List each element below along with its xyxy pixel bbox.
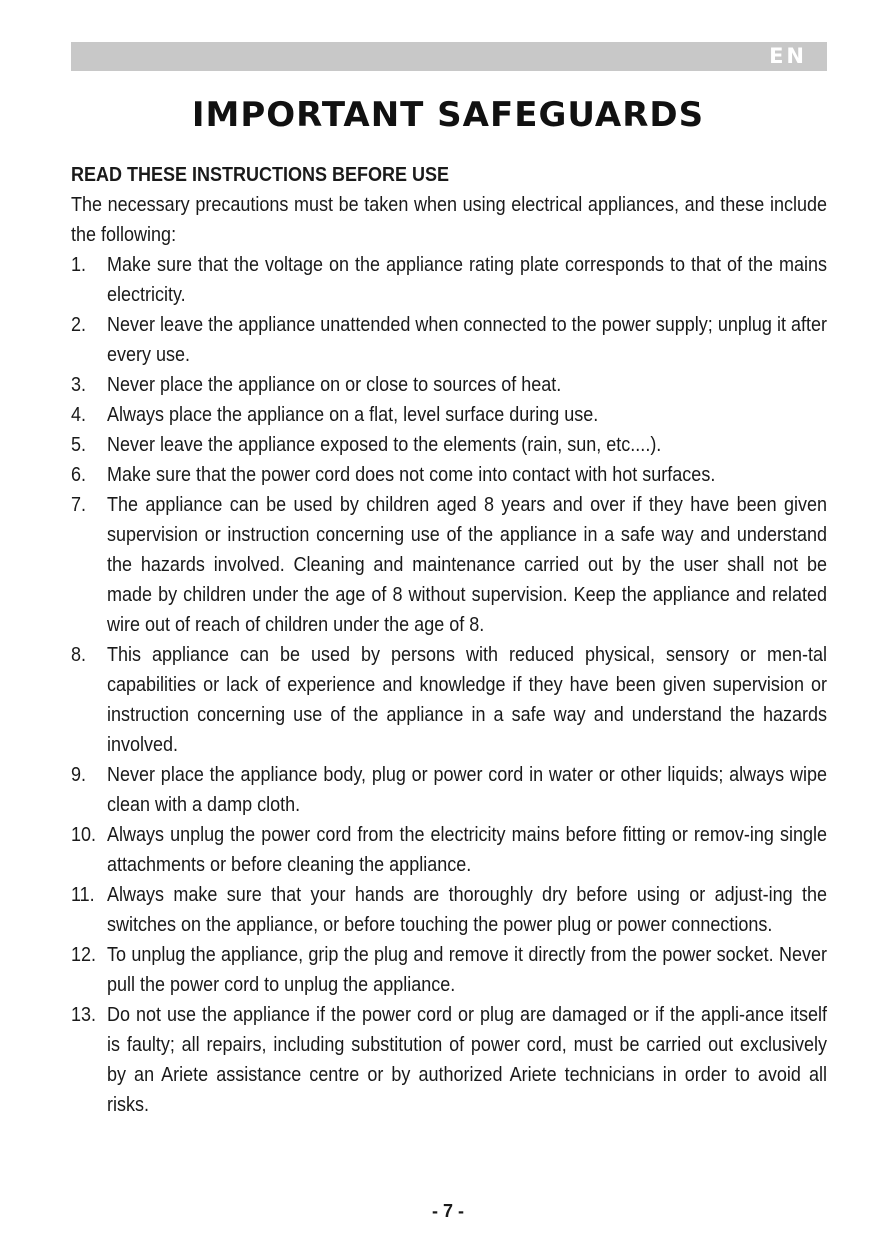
item-text: Always unplug the power cord from the electricity mains before fitting or remov-ing single attachments or before cleaning the appliance. [107,824,827,876]
language-bar [71,42,827,71]
item-text: Never leave the appliance unattended when connected to the power supply; unplug it after every use. [107,314,827,366]
list-item [71,370,827,400]
item-number: 2. [71,314,87,336]
item-number: 13. [71,1004,97,1026]
item-number: 3. [71,374,87,396]
item-number: 4. [71,404,87,426]
item-text: Make sure that the power cord does not come into contact with hot surfaces. [107,464,716,486]
list-item [71,400,827,430]
safeguards-list [71,250,827,1120]
item-text: Never place the appliance on or close to sources of heat. [107,374,562,396]
page-title: IMPORTANT SAFEGUARDS [191,95,705,135]
item-number: 12. [71,944,97,966]
section-subheading: READ THESE INSTRUCTIONS BEFORE USE [71,164,450,186]
item-text: The appliance can be used by children aged 8 years and over if they have been given supervision or instruction concerning use of the appliance in a safe way and understand the hazards involved. Cleaning and maintenance carried out by the user shall not be made by children under the age of 8 without supervision. Keep the appliance and related wire out of reach of children under the age of 8. [107,494,827,636]
list-item [71,640,827,760]
item-number: 5. [71,434,87,456]
item-number: 1. [71,254,87,276]
list-item [71,460,827,490]
list-item [71,1000,827,1120]
item-text: Make sure that the voltage on the appliance rating plate corresponds to that of the mains electricity. [107,254,827,306]
list-item [71,250,827,310]
item-text: This appliance can be used by persons with reduced physical, sensory or men-tal capabilities or lack of experience and knowledge if they have been given supervision or instruction concerning use of the appliance in a safe way and understand the hazards involved. [107,644,827,756]
list-item [71,820,827,880]
item-number: 6. [71,464,87,486]
intro-paragraph: The necessary precautions must be taken when using electrical appliances, and these include the following: [71,194,827,246]
item-number: 11. [71,884,95,906]
list-item [71,310,827,370]
item-text: Never leave the appliance exposed to the elements (rain, sun, etc....). [107,434,662,456]
item-number: 10. [71,824,97,846]
item-number: 7. [71,494,87,516]
list-item [71,430,827,460]
list-item [71,940,827,1000]
language-code: EN [769,44,807,68]
item-text: Always place the appliance on a flat, level surface during use. [107,404,599,426]
list-item [71,490,827,640]
item-number: 8. [71,644,87,666]
list-item [71,760,827,820]
document-body [71,160,827,1120]
item-text: To unplug the appliance, grip the plug and remove it directly from the power socket. Never pull the power cord to unplug the appliance. [107,944,827,996]
item-text: Do not use the appliance if the power cord or plug are damaged or if the appli-ance itself is faulty; all repairs, including substitution of power cord, must be carried out exclusively by an Ariete assistance centre or by authorized Ariete technicians in order to avoid all risks. [107,1004,827,1116]
item-number: 9. [71,764,87,786]
item-text: Never place the appliance body, plug or power cord in water or other liquids; always wipe clean with a damp cloth. [107,764,827,816]
list-item [71,880,827,940]
page-number: - 7 - [431,1201,464,1221]
item-text: Always make sure that your hands are thoroughly dry before using or adjust-ing the switches on the appliance, or before touching the power plug or power connections. [107,884,827,936]
